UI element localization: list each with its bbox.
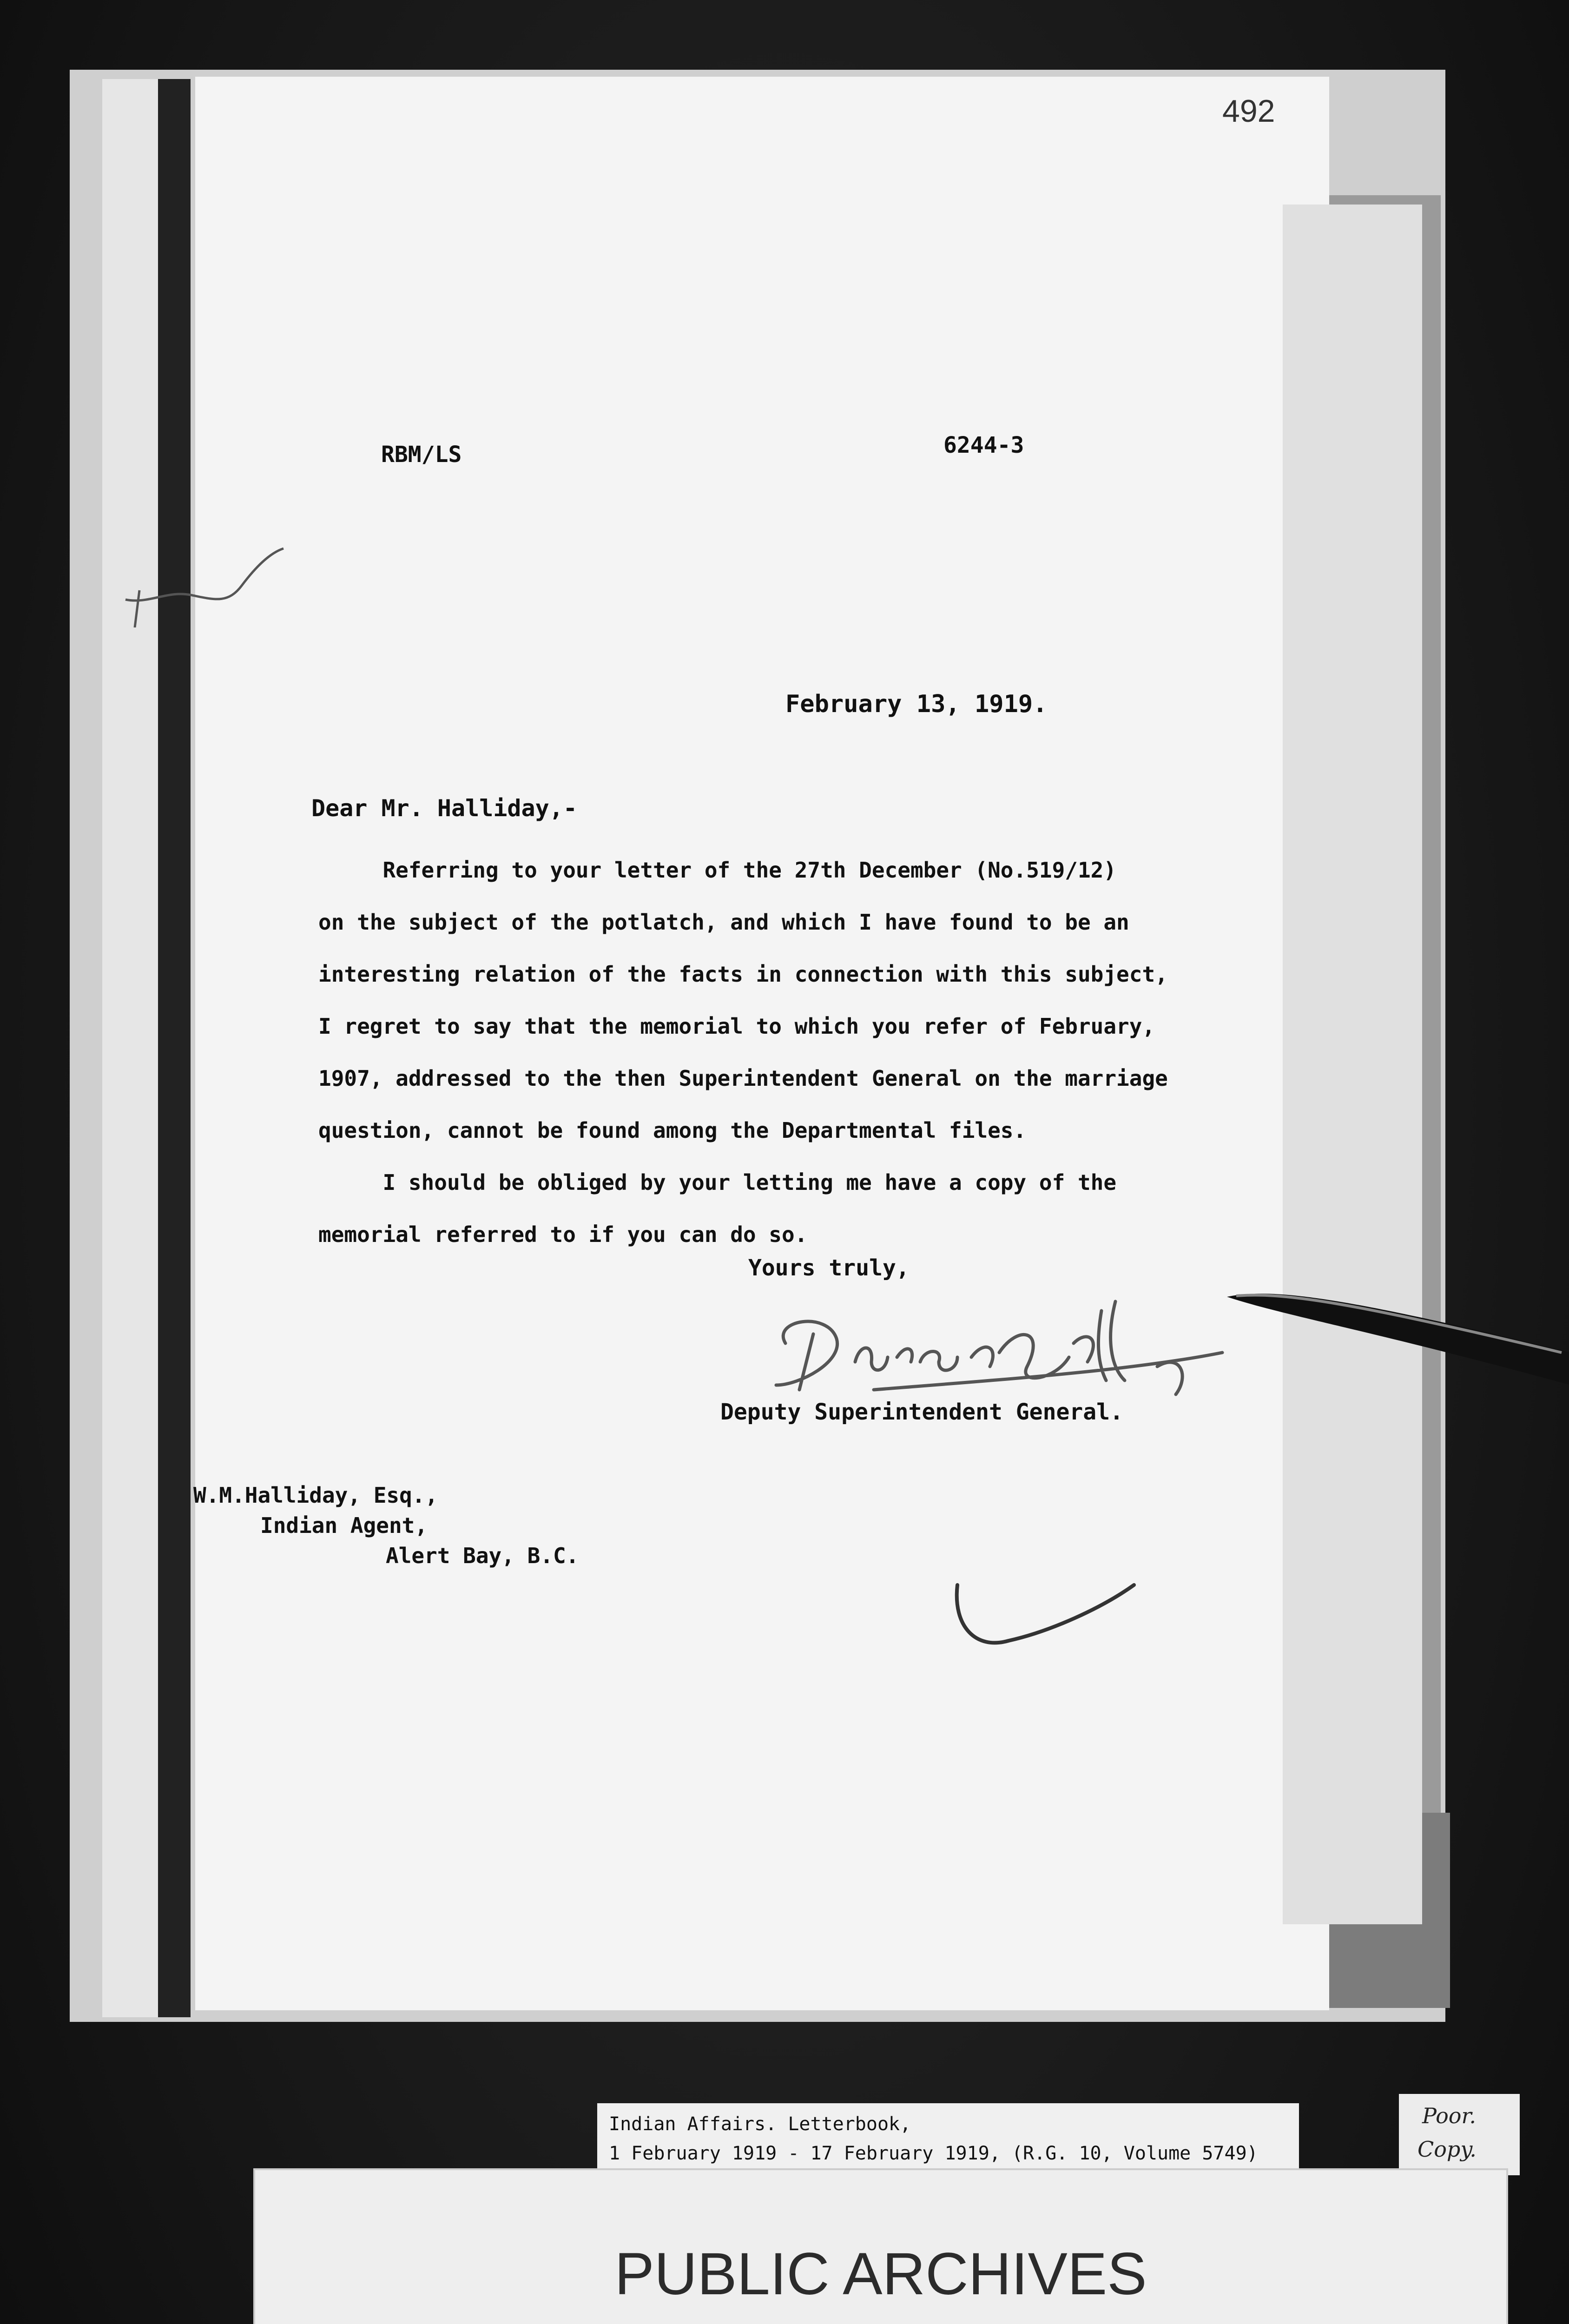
pen-nib [1227, 1278, 1569, 1418]
address-line: Indian Agent, [260, 1513, 428, 1538]
body-line: I regret to say that the memorial to which you refer of February, [318, 1014, 1155, 1039]
body-line: I should be obliged by your letting me have a copy of the [318, 1170, 1117, 1195]
letter-page [195, 77, 1329, 2010]
body-line: interesting relation of the facts in connection with this subject, [318, 962, 1168, 987]
address-line: Alert Bay, B.C. [386, 1543, 579, 1568]
binding-gutter [158, 79, 191, 2017]
body-line: on the subject of the potlatch, and which I have found to be an [318, 910, 1129, 935]
signature [758, 1292, 1269, 1413]
archives-english: PUBLIC ARCHIVES [614, 2241, 1147, 2307]
archives-panel [253, 2168, 1508, 2324]
page-number: 492 [1222, 93, 1275, 129]
catalogue-label [597, 2103, 1299, 2175]
margin-scribble [121, 535, 288, 627]
body-line: Referring to your letter of the 27th December (No.519/12) [318, 858, 1117, 883]
signature-title: Deputy Superintendent General. [720, 1399, 1123, 1425]
binding-strip [102, 79, 158, 2017]
body-line: 1907, addressed to the then Superintendent General on the marriage [318, 1066, 1168, 1091]
catalogue-dates: 1 February 1919 - 17 February 1919, (R.G. 10, Volume 5749) [609, 2143, 1258, 2164]
address-line: W.M.Halliday, Esq., [193, 1483, 438, 1508]
body-line: question, cannot be found among the Departmental files. [318, 1118, 1027, 1143]
note-line: Copy. [1417, 2137, 1477, 2162]
body-line: memorial referred to if you can do so. [318, 1222, 808, 1247]
salutation: Dear Mr. Halliday,- [311, 795, 577, 822]
tape-strip [1283, 205, 1422, 1924]
letter-date: February 13, 1919. [785, 690, 1048, 718]
reference-initials: RBM/LS [381, 442, 462, 468]
note-line: Poor. [1422, 2103, 1477, 2128]
catalogue-title: Indian Affairs. Letterbook, [609, 2113, 911, 2135]
closing: Yours truly, [748, 1255, 910, 1281]
handwritten-note [1399, 2094, 1520, 2175]
check-mark [948, 1571, 1143, 1664]
file-number: 6244-3 [943, 432, 1024, 458]
